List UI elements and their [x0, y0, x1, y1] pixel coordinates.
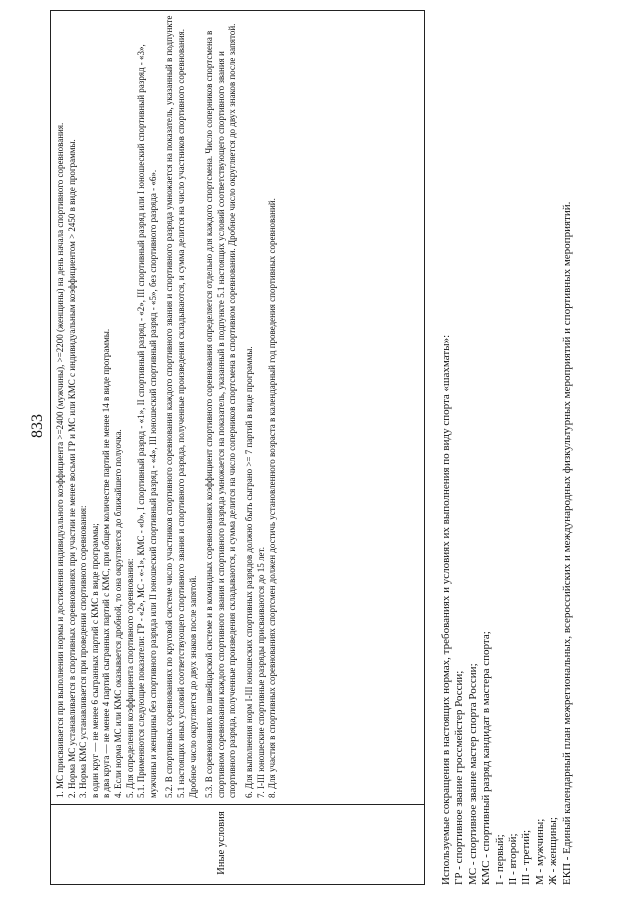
condition-item: 6. Для выполнения норм I-III юношеских спортивных разрядов должно быть сыграно >= 7 партий в виде программы. — [243, 346, 254, 798]
condition-item: в два круга — не менее 4 партий сыгранных партий с КМС, при общем количестве партий не менее 14 в виде программы. — [101, 328, 112, 798]
abbreviation-item: КМС - спортивный разряд кандидат в мастера спорта; — [480, 631, 493, 885]
condition-item: 7. I-III юношеские спортивные разряды присваиваются до 15 лет. — [255, 546, 266, 798]
conditions-table — [50, 10, 425, 885]
condition-item: 5.2. В спортивных соревнованиях по круговой системе число участников спортивного соревнования каждого спортивного звания и спортивного разряда умножается на показатель, указанный в подпункте 5.1 настоящих иных условий соответствующего спортивного звания и спортивного разряда, полученные произведения складываются, и сумма делится на число участников спортивного соревнования. Дробное число округляется до двух знаков после запятой. — [164, 15, 198, 798]
condition-item: 5.1. Применяются следующие показатели: ГР - «2», МС - «-1», КМС - «0», I спортивный разряд - «1», II спортивный разряд - «2», III спортивный разряд или I юношеский спортивный разряд - «3», мужчины и женщины без спортивного разряда или II юношеский спортивный разряд - «4», III юношеский спортивный разряд - «5», без спортивного разряда - «6». — [136, 44, 158, 798]
condition-item: 5.3. В соревнованиях по швейцарской системе и в командных соревнованиях коэффициент спортивного соревнования определяется отдельно для каждого спортсмена. Число соперников спортсмена в спортивном соревновании каждого спортивного звания и спортивного разряда умножается на показатель, указанный в подпункте 5.1 настоящих условий соответствующего спортивного звания и спортивного разряда, полученные произведения складываются, и сумма делится на число соперников спортсмена в спортивном соревновании. Дробное число округляется до двух знаков после запятой. — [204, 23, 238, 798]
row-label-cell — [51, 804, 424, 884]
condition-item: 2. Норма МС устанавливается в спортивных соревнованиях при участии не менее восьми ГР и МС или КМС с индивидуальным коэффициентом > 2450 в виде программы. — [66, 139, 77, 798]
page-number: 833 — [29, 414, 46, 438]
row-label: Иные условия — [216, 811, 227, 875]
abbreviation-item: М - мужчины; — [533, 818, 546, 885]
condition-item: в один круг — не менее 6 сыгранных партий с КМС в виде программы; — [89, 523, 100, 798]
abbreviations-intro: Используемые сокращения в настоящих нормах, требованиях и условиях их выполнения по виду спорта «шахматы»: — [440, 334, 452, 885]
abbreviation-item: II - второй; — [507, 833, 520, 885]
condition-item: 5. Для определения коэффициента спортивного соревнования: — [124, 558, 135, 798]
abbreviation-item: ГР - спортивное звание гроссмейстер России; — [453, 670, 466, 885]
condition-item: 3. Норма КМС устанавливается при проведении спортивного соревнования: — [78, 505, 89, 798]
abbreviation-item: МС - спортивное звание мастер спорта России; — [466, 663, 479, 885]
conditions-list — [55, 14, 279, 798]
abbreviations-section — [440, 10, 574, 885]
abbreviation-item: I - первый; — [493, 834, 506, 885]
abbreviation-item: III - третий; — [520, 829, 533, 885]
condition-item: 4. Если норма МС или КМС оказывается дробной, то она округляется до ближайшего полуочка. — [112, 429, 123, 798]
abbreviation-item: Ж - женщины; — [547, 817, 560, 885]
condition-item: 8. Для участия в спортивных соревнованиях спортсмен должен достичь установленного возраста в календарный год проведения спортивных соревнований. — [267, 198, 278, 798]
rotated-page-content — [50, 10, 610, 885]
condition-item: 1. МС присваивается при выполнении нормы и достижения индивидуального коэффициента >=2400 (мужчины), >=2200 (женщины) на день начала спортивного соревнования. — [55, 122, 65, 798]
abbreviation-item: ЕКП - Единый календарный план межрегиональных, всероссийских и международных физкультурных мероприятий и спортивных мероприятий. — [560, 201, 573, 885]
